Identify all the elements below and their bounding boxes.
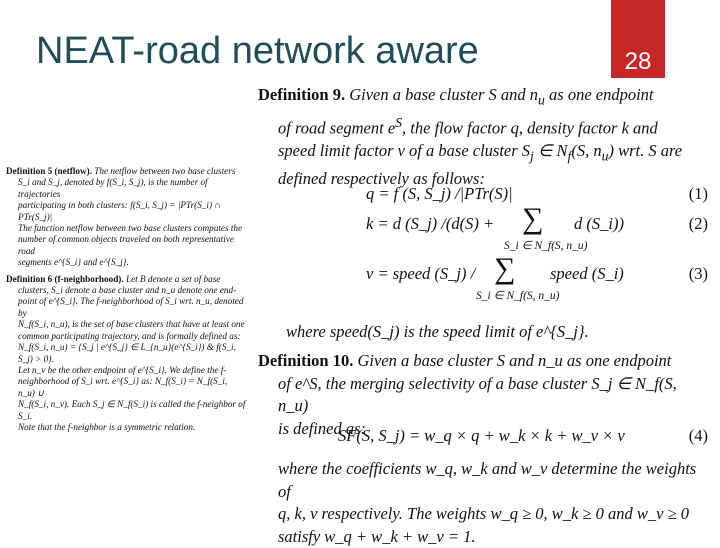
def6-block xyxy=(6,274,246,434)
def5-heading: Definition 5 (netflow). xyxy=(6,166,92,176)
def9-text3: speed limit factor v of a base cluster S xyxy=(278,141,530,160)
def9-heading: Definition 9. xyxy=(258,85,345,104)
def6-line1 xyxy=(6,274,246,285)
equation-2-right: d (S_i)) xyxy=(574,214,624,234)
def6-text8: neighborhood of S_i wrt. e^{S_i} as: N_f(S_i) = N_f(S_i, n_u) ∪ xyxy=(6,376,246,399)
equation-2-left: k = d (S_j) /(d(S) + xyxy=(366,214,494,234)
definitions-left-column xyxy=(6,166,246,438)
def5-text3: participating in both clusters: f(S_i, S_j) = |PTr(S_i) ∩ PTr(S_j)| xyxy=(6,200,246,223)
def9-line1 xyxy=(258,84,708,112)
def10-coefficients xyxy=(278,458,708,548)
def10-coef-line2: q, k, v respectively. The weights w_q ≥ 0, w_k ≥ 0 and w_v ≥ 0 xyxy=(278,503,708,526)
def9-line2 xyxy=(258,112,708,140)
def6-text4: N_f(S_i, n_u), is the set of base clusters that have at least one xyxy=(6,319,246,330)
def5-line1 xyxy=(6,166,246,177)
def9-text3-end: ∈ N xyxy=(534,141,568,160)
equation-2-subscript: S_i ∈ N_f(S, n_u) xyxy=(504,238,588,252)
equation-1-number: (1) xyxy=(689,184,708,204)
equation-3-left: v = speed (S_j) / xyxy=(366,264,475,284)
def6-text10: Note that the f-neighbor is a symmetric relation. xyxy=(6,422,246,433)
def6-text7: Let n_v be the other endpoint of e^{S_i}. We define the f- xyxy=(6,365,246,376)
def10-line3: is defined as: xyxy=(258,418,708,441)
def6-text6: N_f(S_i, n_u) = {S_j | e^{S_j} ∈ L_{n_u}(e^{S_i}) & f(S_i, S_j) > 0}. xyxy=(6,342,246,365)
def9-where: where speed(S_j) is the speed limit of e^{S_j}. xyxy=(286,322,589,342)
def10-line2: of e^S, the merging selectivity of a base cluster S_j ∈ N_f(S, n_u) xyxy=(258,373,708,418)
def6-text1: Let B denote a set of base xyxy=(126,274,220,284)
equation-3-number: (3) xyxy=(689,264,708,284)
def5-text6: segments e^{S_i} and e^{S_j}. xyxy=(6,257,246,268)
def10-text1: Given a base cluster S and n_u as one endpoint xyxy=(357,351,671,370)
equation-3-subscript: S_i ∈ N_f(S, n_u) xyxy=(476,288,560,302)
equations-block xyxy=(258,178,708,328)
def10-coef-line3: satisfy w_q + w_k + w_v = 1. xyxy=(278,526,708,548)
def9-text1: Given a base cluster S and n xyxy=(349,85,538,104)
def9-text3-end3: ) wrt. S are xyxy=(608,141,682,160)
equation-1: q = f (S, S_j) /|PTr(S)| xyxy=(366,184,513,204)
def10-line1 xyxy=(258,350,708,373)
def5-text5: number of common objects traveled on both representative road xyxy=(6,234,246,257)
def10-heading: Definition 10. xyxy=(258,351,353,370)
def5-text2: S_i and S_j, denoted by f(S_i, S_j), is the number of trajectories xyxy=(6,177,246,200)
def9-text1-end: as one endpoint xyxy=(545,85,654,104)
def6-text9: N_f(S_i, n_v). Each S_j ∈ N_f(S_i) is called the f-neighbor of S_i. xyxy=(6,399,246,422)
equation-3-right: speed (S_i) xyxy=(550,264,624,284)
page-number: 28 xyxy=(611,48,665,76)
equation-4-number: (4) xyxy=(689,426,708,446)
def6-text3: point of e^{S_i}. The f-neighborhood of S_i wrt. n_u, denoted by xyxy=(6,296,246,319)
def6-text5: common participating trajectory, and is formally defined as: xyxy=(6,331,246,342)
def9-sub-u: u xyxy=(602,148,609,163)
def5-block xyxy=(6,166,246,269)
def9-sup: S xyxy=(395,115,402,130)
def5-text4: The function netflow between two base clusters computes the xyxy=(6,223,246,234)
def6-text2: clusters, S_i denote a base cluster and n_u denote one end- xyxy=(6,285,246,296)
def9-sub-j: j xyxy=(530,148,534,163)
def10-coef-line1: where the coefficients w_q, w_k and w_v determine the weights of xyxy=(278,458,708,503)
definitions-right-column xyxy=(258,84,708,190)
sum-symbol-3: ∑ xyxy=(494,254,515,284)
def5-text1: The netflow between two base clusters xyxy=(94,166,235,176)
def9-sub: u xyxy=(538,92,545,107)
def6-heading: Definition 6 (f-neighborhood). xyxy=(6,274,124,284)
def9-text2: of road segment e xyxy=(278,118,395,137)
def9-line3 xyxy=(258,140,708,168)
equation-2-number: (2) xyxy=(689,214,708,234)
def9-text2-end: , the flow factor q, density factor k and xyxy=(402,118,658,137)
sum-symbol-2: ∑ xyxy=(522,204,543,234)
def9-sub-f: f xyxy=(568,148,572,163)
def9-text3-end2: (S, n xyxy=(571,141,601,160)
equation-4: SF(S, S_j) = w_q × q + w_k × k + w_v × v xyxy=(338,426,625,446)
def9-line4: defined respectively as follows: xyxy=(258,168,708,191)
slide-title: NEAT-road network aware xyxy=(36,30,479,73)
